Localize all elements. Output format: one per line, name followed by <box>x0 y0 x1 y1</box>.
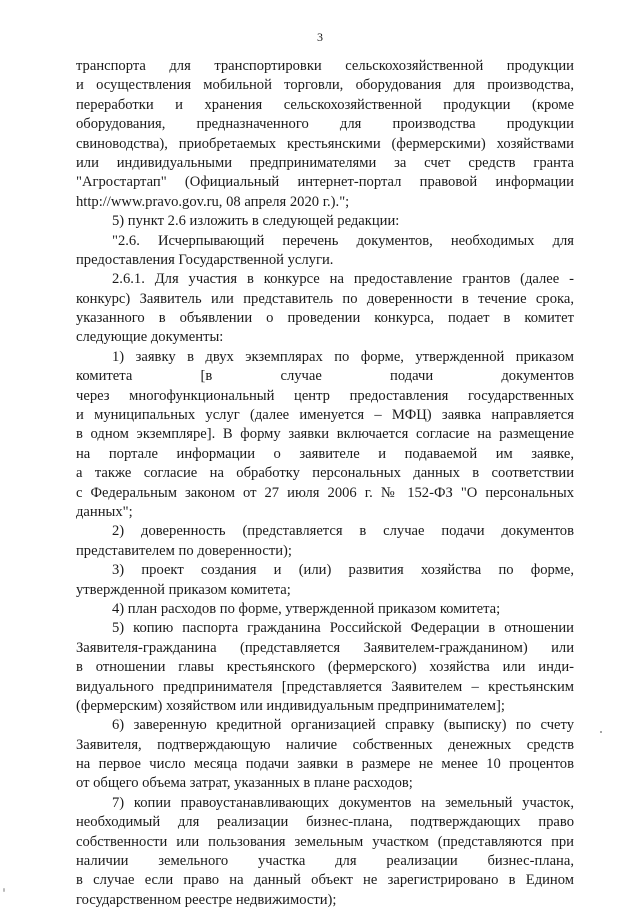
text-line: через многофункциональный центр предоставления государственных <box>76 387 574 404</box>
text-line: 2.6.1. Для участия в конкурсе на предоставление грантов (далее - <box>112 271 574 288</box>
text-line: на первое число месяца подачи заявки в размере не менее 10 процентов <box>76 756 574 773</box>
scan-artifact <box>3 888 5 892</box>
text-line: в отношении главы крестьянского (фермерского) хозяйства или инди- <box>76 659 574 676</box>
text-line: транспорта для транспортировки сельскохозяйственной продукции <box>76 58 574 74</box>
text-line: "2.6. Исчерпывающий перечень документов, необходимых для <box>112 232 574 249</box>
text-line: 2) доверенность (представляется в случае подачи документов <box>112 523 574 540</box>
text-line: представителем по доверенности); <box>76 542 292 559</box>
text-line: в случае если право на данный объект не зарегистрировано в Едином <box>76 872 574 889</box>
text-line: Заявителя, подтверждающую наличие собственных денежных средств <box>76 736 574 753</box>
text-line: от общего объема затрат, указанных в плане расходов; <box>76 775 413 792</box>
text-line: 6) заверенную кредитной организацией справку (выписку) по счету <box>112 717 574 734</box>
text-line: 4) план расходов по форме, утвержденной приказом комитета; <box>112 600 501 617</box>
text-line: или индивидуальными предпринимателями за счет средств гранта <box>76 154 574 171</box>
text-line: данных"; <box>76 503 133 520</box>
text-line: указанного в объявлении о проведении конкурса, подает в комитет <box>76 310 574 327</box>
text-line: (фермерским) хозяйством или индивидуальным предпринимателем]; <box>76 697 505 714</box>
text-line: собственности или пользования земельным участком (представляются при <box>76 833 574 850</box>
text-line: Заявителя-гражданина (представляется Заявителем-гражданином) или <box>76 639 574 656</box>
text-line: 1) заявку в двух экземплярах по форме, утвержденной приказом <box>112 348 574 365</box>
text-line: 3) проект создания и (или) развития хозяйства по форме, <box>112 562 574 579</box>
text-line: оборудования, предназначенного для производства продукции <box>76 116 574 133</box>
text-line: "Агростартап" (Официальный интернет-портал правовой информации <box>76 174 574 191</box>
text-line: государственном реестре недвижимости); <box>76 891 337 908</box>
scan-artifact <box>600 731 602 733</box>
text-line: с Федеральным законом от 27 июля 2006 г. № 152-ФЗ "О персональных <box>76 484 574 501</box>
text-line: в одном экземпляре]. В форму заявки включается согласие на размещение <box>76 426 574 443</box>
text-line: на портале информации о заявителе и подаваемой им заявке, <box>76 445 574 462</box>
text-line: 5) пункт 2.6 изложить в следующей редакции: <box>112 213 400 230</box>
page-number: 3 <box>317 30 323 44</box>
text-line: свиноводства), приобретаемых крестьянскими (фермерскими) хозяйствами <box>76 135 574 152</box>
text-line: утвержденной приказом комитета; <box>76 581 291 598</box>
text-line: видуального предпринимателя [представляется Заявителем – крестьянским <box>76 678 574 695</box>
text-line: и муниципальных услуг (далее именуется – МФЦ) заявка направляется <box>76 407 574 424</box>
document-body <box>76 57 574 910</box>
text-line: и осуществления мобильной торговли, оборудования для производства, <box>76 77 574 94</box>
text-line: следующие документы: <box>76 329 224 346</box>
text-line: а также согласие на обработку персональных данных в соответствии <box>76 465 574 482</box>
text-line: конкурс) Заявитель или представитель по доверенности в течение срока, <box>76 290 574 307</box>
text-line: 5) копию паспорта гражданина Российской Федерации в отношении <box>112 620 574 637</box>
text-line: наличии земельного участка для реализации бизнес-плана, <box>76 853 574 870</box>
text-line: переработки и хранения сельскохозяйственной продукции (кроме <box>76 96 574 113</box>
text-line: необходимый для реализации бизнес-плана, подтверждающих право <box>76 814 574 831</box>
text-line: http://www.pravo.gov.ru, 08 апреля 2020 г.)."; <box>76 193 350 210</box>
text-line: 7) копии правоустанавливающих документов на земельный участок, <box>112 794 574 811</box>
text-line: предоставления Государственной услуги. <box>76 251 334 268</box>
text-line: комитета [в случае подачи документов <box>76 368 574 385</box>
